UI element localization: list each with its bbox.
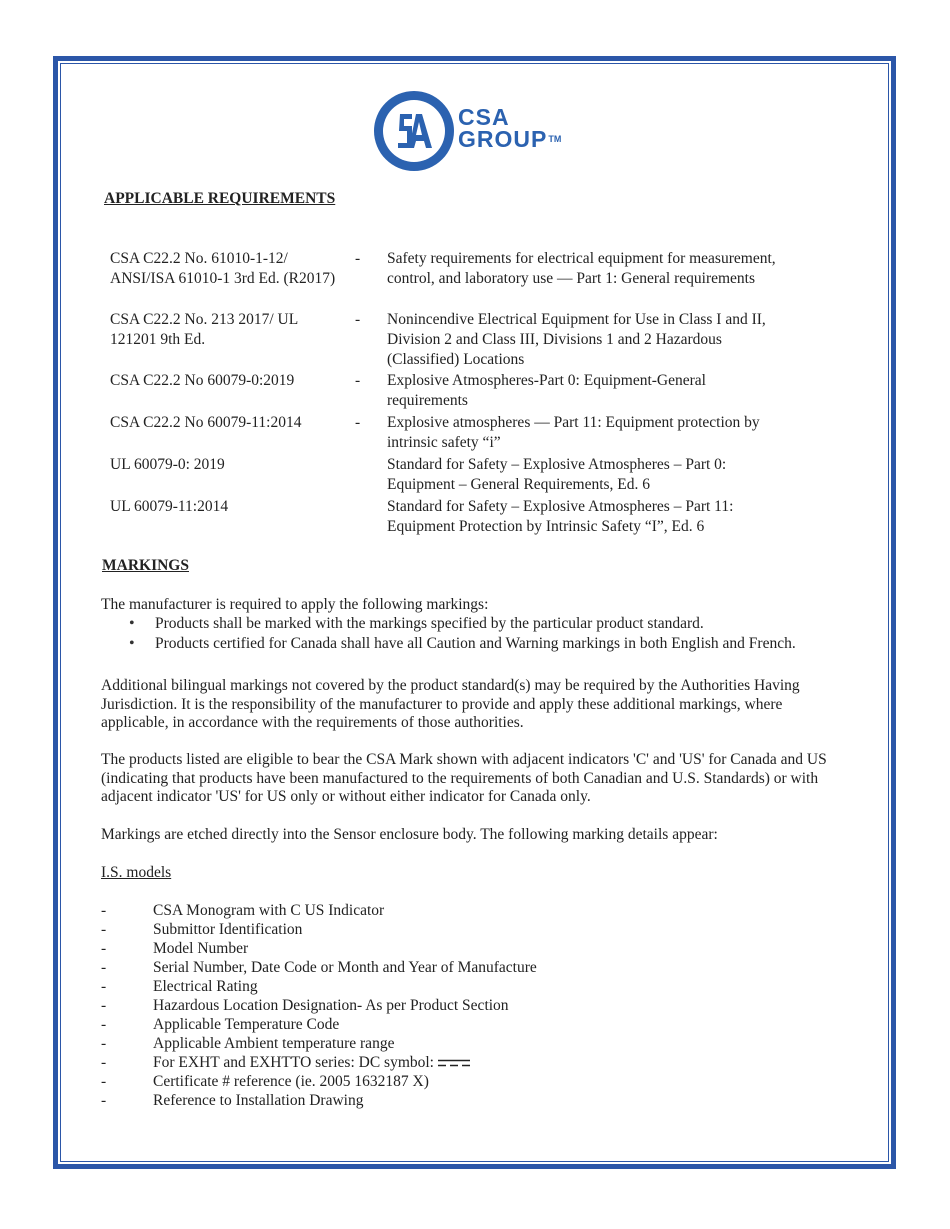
- list-item-text: Model Number: [153, 940, 249, 957]
- list-item-text: CSA Monogram with C US Indicator: [153, 902, 385, 919]
- logo-line2: GROUP: [458, 126, 548, 152]
- list-dash: -: [101, 902, 107, 919]
- list-dash: -: [101, 978, 107, 995]
- requirement-standard: UL 60079-0: 2019: [110, 456, 225, 473]
- requirement-description: Explosive Atmospheres-Part 0: Equipment-General requirements: [387, 372, 706, 409]
- list-item-text: Reference to Installation Drawing: [153, 1092, 364, 1109]
- list-dash: -: [101, 997, 107, 1014]
- requirement-standard: CSA C22.2 No 60079-0:2019: [110, 372, 295, 389]
- list-dash: -: [101, 1035, 107, 1052]
- requirement-standard: CSA C22.2 No. 213 2017/ UL 121201 9th Ed.: [110, 311, 298, 348]
- requirement-dash: -: [355, 250, 361, 267]
- list-item-text: Certificate # reference (ie. 2005 1632187 X): [153, 1073, 429, 1090]
- dc-item-text: For EXHT and EXHTTO series: DC symbol:: [153, 1054, 434, 1071]
- list-dash: -: [101, 921, 107, 938]
- list-dash: -: [101, 1092, 107, 1109]
- requirement-description: Nonincendive Electrical Equipment for Use in Class I and II, Division 2 and Class III, Divisions 1 and 2 Hazardous (Classified) Locations: [387, 311, 766, 368]
- markings-paragraph-etched: Markings are etched directly into the Sensor enclosure body. The following marking details appear:: [101, 826, 718, 843]
- requirement-description: Safety requirements for electrical equipment for measurement, control, and laboratory use — Part 1: General requirements: [387, 250, 776, 287]
- bullet-item: • Products certified for Canada shall have all Caution and Warning markings in both English and French.: [101, 634, 796, 654]
- logo-wordmark: [458, 106, 561, 150]
- list-item-text: Electrical Rating: [153, 978, 258, 995]
- requirement-standard: CSA C22.2 No 60079-11:2014: [110, 414, 302, 431]
- list-item-text: [153, 1053, 470, 1072]
- requirement-dash: -: [355, 414, 361, 431]
- applicable-requirements-heading: APPLICABLE REQUIREMENTS: [104, 190, 336, 207]
- markings-paragraph-bilingual: Additional bilingual markings not covered by the product standard(s) may be required by the Authorities Having Jurisdiction. It is the responsibility of the manufacturer to provide and apply these additional markings, where applicable, in accordance with the requirements of those authorities.: [101, 677, 800, 731]
- list-item-text: Applicable Temperature Code: [153, 1016, 340, 1033]
- dc-symbol-icon: [438, 1059, 470, 1067]
- list-item-text: Submittor Identification: [153, 921, 303, 938]
- requirement-description: Standard for Safety – Explosive Atmospheres – Part 11: Equipment Protection by Intrinsic Safety “I”, Ed. 6: [387, 498, 734, 535]
- markings-bullet-list: [101, 614, 796, 654]
- markings-intro: The manufacturer is required to apply the following markings:: [101, 596, 489, 613]
- requirement-dash: -: [355, 372, 361, 389]
- list-item-text: Applicable Ambient temperature range: [153, 1035, 395, 1052]
- requirement-description: Explosive atmospheres — Part 11: Equipment protection by intrinsic safety “i”: [387, 414, 760, 451]
- requirement-description: Standard for Safety – Explosive Atmospheres – Part 0: Equipment – General Requirements, Ed. 6: [387, 456, 727, 493]
- markings-heading: MARKINGS: [102, 557, 189, 574]
- list-item-text: Serial Number, Date Code or Month and Year of Manufacture: [153, 959, 537, 976]
- markings-paragraph-csa-mark: The products listed are eligible to bear the CSA Mark shown with adjacent indicators 'C' and 'US' for Canada and US (indicating that products have been manufactured to the requirements of both Canadian and U.S. Standards) or with adjacent indicator 'US' for US only or without either indicator for Canada only.: [101, 751, 827, 805]
- list-dash: -: [101, 1016, 107, 1033]
- requirement-standard: CSA C22.2 No. 61010-1-12/ ANSI/ISA 61010-1 3rd Ed. (R2017): [110, 250, 336, 287]
- logo-line1: CSA: [458, 104, 510, 130]
- bullet-item: • Products shall be marked with the markings specified by the particular product standard.: [101, 614, 796, 634]
- requirement-dash: -: [355, 311, 361, 328]
- list-dash: -: [101, 1054, 107, 1071]
- list-dash: -: [101, 959, 107, 976]
- list-dash: -: [101, 940, 107, 957]
- list-dash: -: [101, 1073, 107, 1090]
- list-item-text: Hazardous Location Designation- As per Product Section: [153, 997, 509, 1014]
- requirement-standard: UL 60079-11:2014: [110, 498, 229, 515]
- is-models-subheading: I.S. models: [101, 864, 172, 881]
- logo-tm: TM: [548, 134, 562, 144]
